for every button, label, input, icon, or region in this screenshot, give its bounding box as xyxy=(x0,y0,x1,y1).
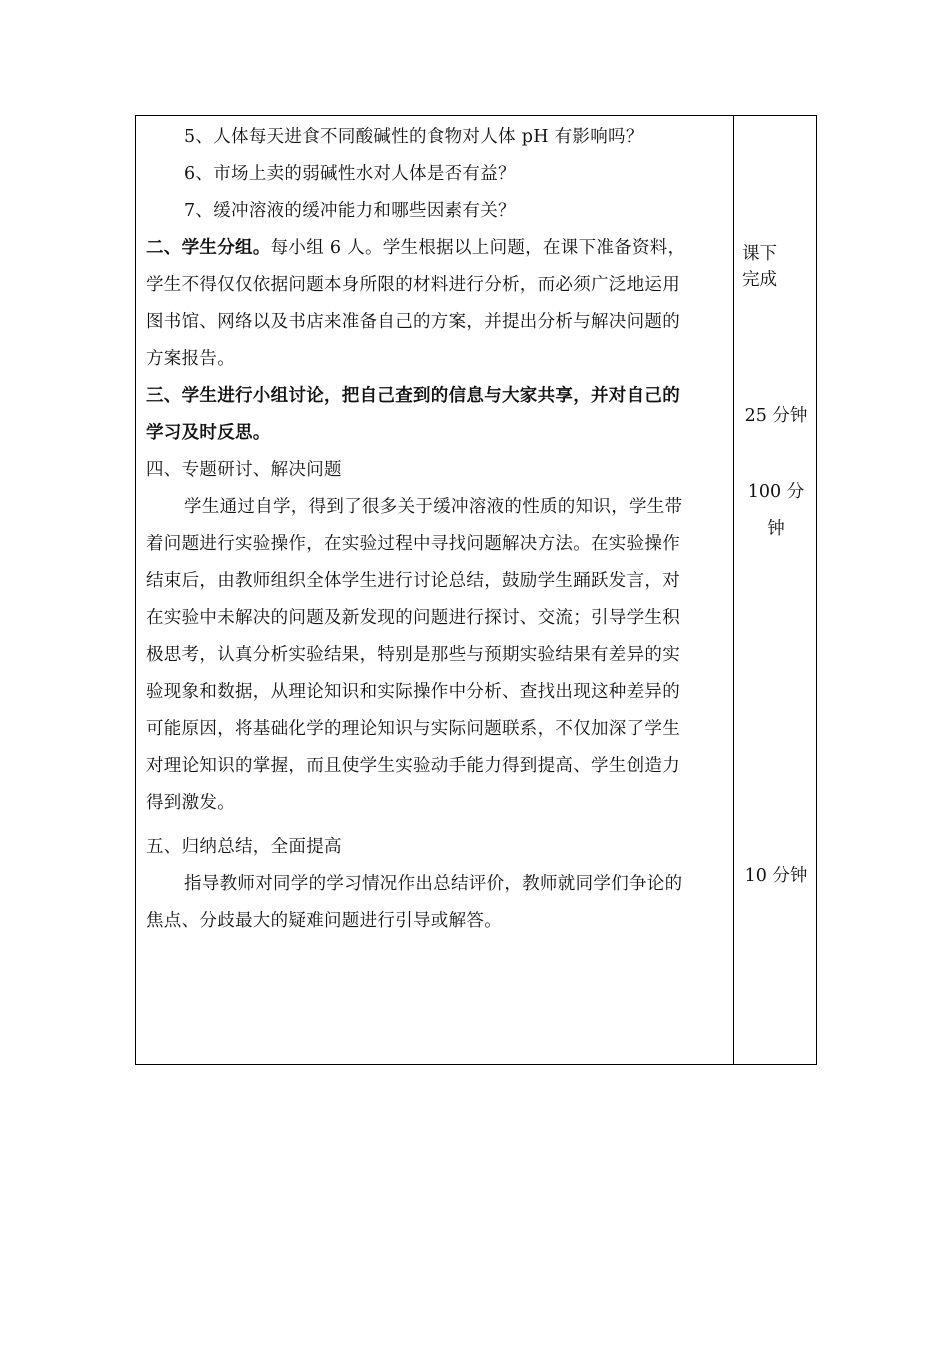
time-after-class-line1: 课下 xyxy=(742,244,777,264)
section5-line2: 焦点、分歧最大的疑难问题进行引导或解答。 xyxy=(146,911,502,931)
section4-heading: 四、专题研讨、解决问题 xyxy=(146,460,342,480)
question-7: 7、缓冲溶液的缓冲能力和哪些因素有关？ xyxy=(184,201,516,221)
section2-line1-rest: 每小组 6 人。学生根据以上问题，在课下准备资料， xyxy=(270,238,686,258)
section4-line7: 可能原因，将基础化学的理论知识与实际问题联系，不仅加深了学生 xyxy=(146,719,680,739)
section3-line1: 三、学生进行小组讨论，把自己查到的信息与大家共享，并对自己的 xyxy=(146,386,680,406)
time-after-class-line2: 完成 xyxy=(742,270,777,290)
section4-line8: 对理论知识的掌握，而且使学生实验动手能力得到提高、学生创造力 xyxy=(146,756,680,776)
section4-line5: 极思考，认真分析实验结果，特别是那些与预期实验结果有差异的实 xyxy=(146,645,680,665)
section4-line6: 验现象和数据，从理论知识和实际操作中分析、查找出现这种差异的 xyxy=(146,682,680,702)
question-6: 6、市场上卖的弱碱性水对人体是否有益？ xyxy=(184,164,516,184)
section3-line2: 学习及时反思。 xyxy=(146,423,271,443)
section4-line1: 学生通过自学，得到了很多关于缓冲溶液的性质的知识，学生带 xyxy=(184,497,683,517)
time-100-minutes-line2: 钟 xyxy=(767,519,785,539)
section4-line2: 着问题进行实验操作，在实验过程中寻找问题解决方法。在实验操作 xyxy=(146,534,680,554)
section4-line3: 结束后，由教师组织全体学生进行讨论总结，鼓励学生踊跃发言，对 xyxy=(146,571,680,591)
section2-line4: 方案报告。 xyxy=(146,349,235,369)
section2-line1 xyxy=(146,230,726,267)
section4-line9: 得到激发。 xyxy=(146,793,235,813)
time-10-minutes: 10 分钟 xyxy=(744,866,808,886)
question-5: 5、人体每天进食不同酸碱性的食物对人体 pH 有影响吗？ xyxy=(184,127,644,147)
time-25-minutes: 25 分钟 xyxy=(744,406,808,426)
section5-heading: 五、归纳总结，全面提高 xyxy=(146,837,342,857)
section2-heading: 二、学生分组。 xyxy=(146,238,271,258)
section5-line1: 指导教师对同学的学习情况作出总结评价，教师就同学们争论的 xyxy=(184,874,683,894)
section4-line4: 在实验中未解决的问题及新发现的问题进行探讨、交流；引导学生积 xyxy=(146,608,680,628)
section2-line3: 图书馆、网络以及书店来准备自己的方案，并提出分析与解决问题的 xyxy=(146,312,680,332)
section2-line2: 学生不得仅仅依据问题本身所限的材料进行分析，而必须广泛地运用 xyxy=(146,275,680,295)
lesson-plan-table xyxy=(135,115,817,1065)
column-divider xyxy=(733,116,734,1064)
time-100-minutes-line1: 100 分 xyxy=(747,482,805,502)
